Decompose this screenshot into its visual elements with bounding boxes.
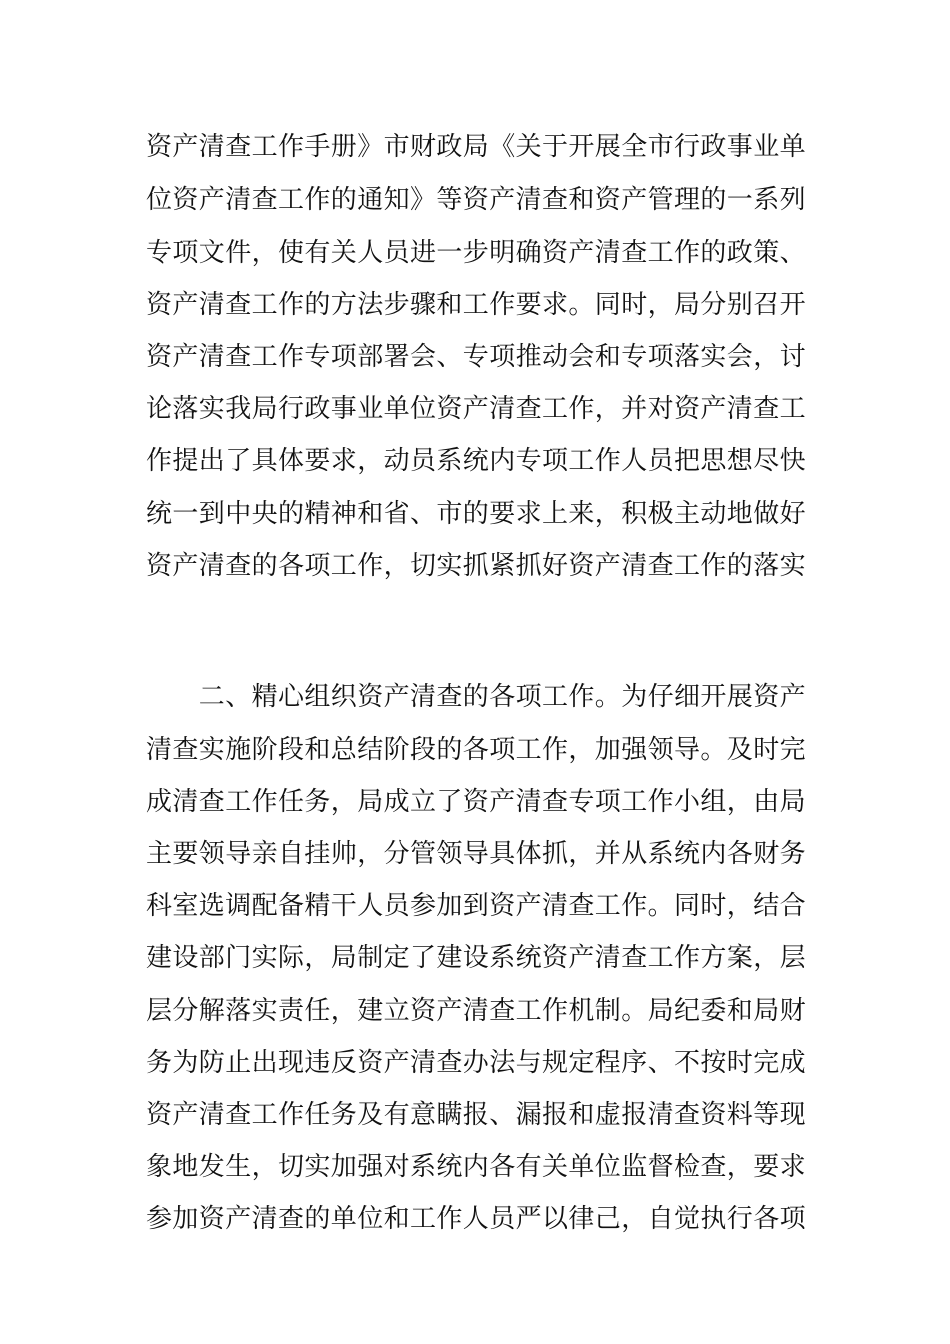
text-line: 二、精心组织资产清查的各项工作。为仔细开展资产	[146, 682, 807, 712]
text-line: 作提出了具体要求，动员系统内专项工作人员把思想尽快	[146, 446, 807, 476]
text-line: 象地发生，切实加强对系统内各有关单位监督检查，要求	[146, 1152, 807, 1182]
text-line: 资产清查工作专项部署会、专项推动会和专项落实会，讨	[146, 342, 807, 372]
text-line: 建设部门实际，局制定了建设系统资产清查工作方案，层	[146, 943, 807, 973]
text-line: 清查实施阶段和总结阶段的各项工作，加强领导。及时完	[146, 735, 807, 765]
text-line: 统一到中央的精神和省、市的要求上来，积极主动地做好	[146, 499, 807, 529]
text-line: 资产清查工作任务及有意瞒报、漏报和虚报清查资料等现	[146, 1100, 807, 1130]
text-line: 科室选调配备精干人员参加到资产清查工作。同时，结合	[146, 891, 807, 921]
text-line: 务为防止出现违反资产清查办法与规定程序、不按时完成	[146, 1048, 807, 1078]
text-line: 参加资产清查的单位和工作人员严以律己，自觉执行各项	[146, 1204, 807, 1234]
text-line: 资产清查工作手册》市财政局《关于开展全市行政事业单	[146, 132, 807, 162]
text-line: 论落实我局行政事业单位资产清查工作，并对资产清查工	[146, 394, 807, 424]
text-line: 资产清查工作的方法步骤和工作要求。同时，局分别召开	[146, 290, 807, 320]
text-line: 位资产清查工作的通知》等资产清查和资产管理的一系列	[146, 185, 807, 215]
text-line: 主要领导亲自挂帅，分管领导具体抓，并从系统内各财务	[146, 839, 807, 869]
text-line: 专项文件，使有关人员进一步明确资产清查工作的政策、	[146, 238, 807, 268]
text-line: 成清查工作任务，局成立了资产清查专项工作小组，由局	[146, 787, 807, 817]
text-line: 层分解落实责任，建立资产清查工作机制。局纪委和局财	[146, 996, 807, 1026]
text-line: 资产清查的各项工作，切实抓紧抓好资产清查工作的落实	[146, 551, 807, 581]
